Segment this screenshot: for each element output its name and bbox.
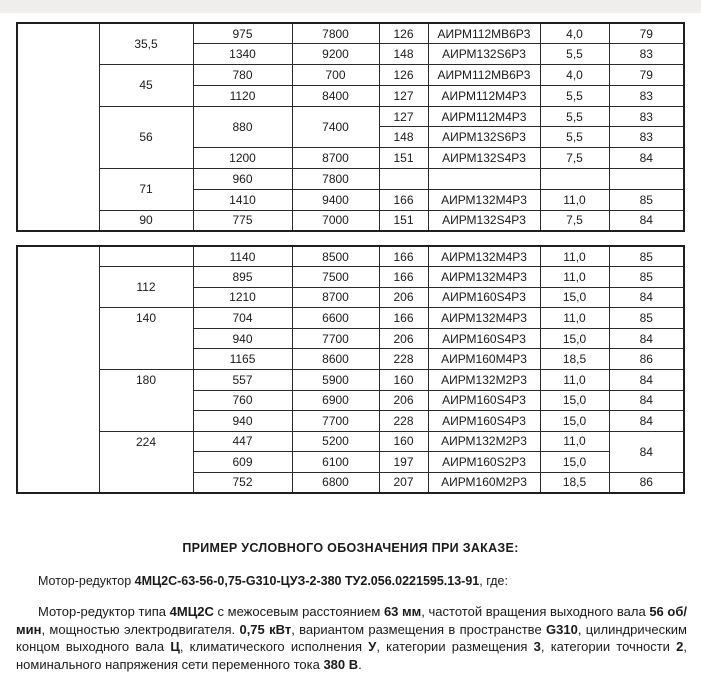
table-cell: 11,0 [540, 246, 609, 267]
gear-ratio-table-lower [16, 245, 685, 494]
description-text-run: , номинального напряжения сети переменного тока [16, 639, 688, 672]
table-cell: 18,5 [540, 349, 609, 370]
table-cell: 880 [193, 106, 292, 148]
table-cell: 7,5 [540, 148, 609, 169]
table-cell: 85 [609, 189, 684, 210]
table-cell: 206 [379, 287, 428, 308]
table-cell [17, 23, 99, 231]
table-cell: 84 [609, 369, 684, 390]
table-cell: АИРМ160S4Р3 [428, 390, 540, 411]
description-text-run: , цилиндрическим концом выходного вала [16, 621, 687, 654]
table-cell: 5,5 [540, 44, 609, 65]
table-cell: АИРМ112М4Р3 [428, 85, 540, 106]
table-cell: 86 [609, 349, 684, 370]
table-cell: 1120 [193, 85, 292, 106]
table-cell: 6900 [292, 390, 379, 411]
table-cell: 84 [609, 287, 684, 308]
table-row [17, 267, 684, 288]
table-cell: 15,0 [540, 390, 609, 411]
table-cell: 1210 [193, 287, 292, 308]
table-cell: 151 [379, 148, 428, 169]
table-row [17, 246, 684, 267]
table-cell: 447 [193, 431, 292, 452]
description-text-run: , вариантом размещения в пространстве [291, 621, 547, 637]
table-cell: 8400 [292, 85, 379, 106]
designation-line [16, 574, 687, 588]
table-cell [609, 169, 684, 190]
table-cell: 940 [193, 328, 292, 349]
table-cell: 148 [379, 127, 428, 148]
table-cell: 7700 [292, 328, 379, 349]
table-row [17, 308, 684, 329]
table-cell: 7800 [292, 169, 379, 190]
table-cell: АИРМ112М4Р3 [428, 106, 540, 127]
table-cell: 6100 [292, 452, 379, 473]
table-cell: 8600 [292, 349, 379, 370]
table-cell: АИРМ160S4Р3 [428, 287, 540, 308]
table-cell: 15,0 [540, 287, 609, 308]
table-cell [17, 246, 99, 493]
table-cell: 6600 [292, 308, 379, 329]
description-text-run: , климатического исполнения [179, 639, 369, 654]
table-cell: 166 [379, 246, 428, 267]
table-cell: 45 [99, 65, 193, 107]
description-bold-run: 4МЦ2С [169, 604, 214, 619]
table-cell: 8700 [292, 148, 379, 169]
designation-text-run: Мотор-редуктор [38, 574, 135, 588]
table-cell: АИРМ132М4Р3 [428, 189, 540, 210]
table-cell: 15,0 [540, 411, 609, 432]
table-cell: 7800 [292, 23, 379, 44]
table-cell: 1340 [193, 44, 292, 65]
table-row [17, 210, 684, 231]
description-text-run: с межосевым расстоянием [213, 604, 384, 619]
table-cell: АИРМ132S6Р3 [428, 44, 540, 65]
table-cell: 775 [193, 210, 292, 231]
table-cell: 1200 [193, 148, 292, 169]
table-cell: 83 [609, 106, 684, 127]
table-cell: АИРМ132М4Р3 [428, 267, 540, 288]
table-cell: АИРМ160М4Р3 [428, 349, 540, 370]
table-cell: 85 [609, 308, 684, 329]
table-cell: 5900 [292, 369, 379, 390]
table-cell [428, 169, 540, 190]
description-bold-run: 0,75 кВт [239, 621, 292, 637]
table-cell: АИРМ132М2Р3 [428, 369, 540, 390]
table-cell: 148 [379, 44, 428, 65]
table-cell: 9200 [292, 44, 379, 65]
table-cell: 84 [609, 210, 684, 231]
table-cell: 207 [379, 472, 428, 493]
table-cell: 160 [379, 431, 428, 452]
designation-description-paragraph [16, 603, 687, 673]
table-cell: 160 [379, 369, 428, 390]
table-cell: 6800 [292, 472, 379, 493]
table-cell: 127 [379, 85, 428, 106]
table-cell: АИРМ132М4Р3 [428, 246, 540, 267]
table-cell: 5200 [292, 431, 379, 452]
table-cell: 5,5 [540, 85, 609, 106]
table-cell: 7400 [292, 106, 379, 148]
table-cell: АИРМ160S4Р3 [428, 328, 540, 349]
table-cell: 85 [609, 267, 684, 288]
table-cell: 15,0 [540, 452, 609, 473]
table-cell: 83 [609, 85, 684, 106]
table-cell: 90 [99, 210, 193, 231]
designation-text-run: , где: [479, 574, 508, 588]
table-cell: 7500 [292, 267, 379, 288]
order-example-heading: ПРИМЕР УСЛОВНОГО ОБОЗНАЧЕНИЯ ПРИ ЗАКАЗЕ: [182, 541, 519, 555]
table-cell [99, 246, 193, 267]
description-text-run: Мотор-редуктор типа [38, 604, 170, 619]
table-cell: 56 [99, 106, 193, 168]
table-cell: 975 [193, 23, 292, 44]
table-cell: АИРМ160S4Р3 [428, 411, 540, 432]
table-row [17, 369, 684, 390]
table-cell: 228 [379, 349, 428, 370]
table-cell: 126 [379, 23, 428, 44]
table-cell: 79 [609, 65, 684, 86]
table-cell: 228 [379, 411, 428, 432]
table-cell: 557 [193, 369, 292, 390]
table-cell: 166 [379, 267, 428, 288]
table-cell: 71 [99, 169, 193, 211]
designation-bold-run: 4МЦ2С-63-56-0,75-G310-ЦУЗ-2-380 ТУ2.056.0221595.13-91 [134, 574, 480, 588]
table-cell: 700 [292, 65, 379, 86]
table-cell: 85 [609, 246, 684, 267]
table-cell: АИРМ112МВ6Р3 [428, 65, 540, 86]
description-bold-run: 380 В [323, 656, 359, 672]
table-cell: АИРМ160S2Р3 [428, 452, 540, 473]
gear-ratio-table-upper [16, 22, 685, 232]
table-cell: 79 [609, 23, 684, 44]
table-cell: 112 [99, 267, 193, 308]
table-cell: 84 [609, 411, 684, 432]
table-cell: 86 [609, 472, 684, 493]
scan-top-band [0, 0, 701, 13]
table-row [17, 23, 684, 44]
table-cell: АИРМ132S4Р3 [428, 210, 540, 231]
table-cell: 7700 [292, 411, 379, 432]
table-cell: 960 [193, 169, 292, 190]
table-cell: 180 [99, 369, 193, 431]
description-text-run: , частотой вращения выходного вала [421, 604, 650, 619]
table-cell: 895 [193, 267, 292, 288]
table-cell: 609 [193, 452, 292, 473]
table-cell: 8700 [292, 287, 379, 308]
table-cell: 140 [99, 308, 193, 370]
description-text-run: . [358, 656, 362, 672]
table-cell: АИРМ132S4Р3 [428, 148, 540, 169]
table-cell [379, 169, 428, 190]
table-row [17, 65, 684, 86]
table-cell: АИРМ160М2Р3 [428, 472, 540, 493]
table-cell: 1410 [193, 189, 292, 210]
description-text-run: , категории точности [540, 639, 677, 654]
table-cell: 206 [379, 328, 428, 349]
table-cell: 752 [193, 472, 292, 493]
description-bold-run: У [368, 639, 377, 654]
table-cell: АИРМ112МВ6Р3 [428, 23, 540, 44]
description-text-run: , категории размещения [376, 639, 534, 654]
table-cell: 83 [609, 44, 684, 65]
table-cell: 7,5 [540, 210, 609, 231]
description-bold-run: 63 мм [383, 604, 422, 619]
table-cell: 940 [193, 411, 292, 432]
table-cell: 197 [379, 452, 428, 473]
description-bold-run: 2 [676, 639, 684, 654]
table-cell: 224 [99, 431, 193, 493]
table-cell: 1140 [193, 246, 292, 267]
table-cell: 780 [193, 65, 292, 86]
table-cell: АИРМ132М4Р3 [428, 308, 540, 329]
table-cell: 11,0 [540, 267, 609, 288]
table-cell: 84 [609, 431, 684, 472]
table-cell: АИРМ132S6Р3 [428, 127, 540, 148]
description-bold-run: Ц [170, 639, 180, 654]
table-cell: 84 [609, 328, 684, 349]
table-cell: 83 [609, 127, 684, 148]
table-cell: 206 [379, 390, 428, 411]
table-cell: 35,5 [99, 23, 193, 65]
description-bold-run: 56 об/мин [16, 604, 688, 637]
table-cell: 166 [379, 189, 428, 210]
table-cell: 4,0 [540, 23, 609, 44]
table-cell: 15,0 [540, 328, 609, 349]
table-cell: 18,5 [540, 472, 609, 493]
table-cell [540, 169, 609, 190]
table-cell: 704 [193, 308, 292, 329]
table-cell: 11,0 [540, 189, 609, 210]
table-cell: 760 [193, 390, 292, 411]
table-cell: 11,0 [540, 431, 609, 452]
table-row [17, 169, 684, 190]
table-cell: 84 [609, 148, 684, 169]
description-text-run: , мощностью электродвигателя. [41, 621, 240, 637]
table-cell: 7000 [292, 210, 379, 231]
table-cell: 9400 [292, 189, 379, 210]
table-cell: 11,0 [540, 369, 609, 390]
table-cell: 8500 [292, 246, 379, 267]
table-cell: 151 [379, 210, 428, 231]
table-cell: 5,5 [540, 106, 609, 127]
table-cell: 84 [609, 390, 684, 411]
table-cell: 11,0 [540, 308, 609, 329]
table-cell: АИРМ132М2Р3 [428, 431, 540, 452]
table-row [17, 106, 684, 127]
description-bold-run: 3 [533, 639, 541, 654]
table-cell: 5,5 [540, 127, 609, 148]
table-cell: 127 [379, 106, 428, 127]
table-cell: 4,0 [540, 65, 609, 86]
table-cell: 1165 [193, 349, 292, 370]
table-cell: 126 [379, 65, 428, 86]
table-row [17, 431, 684, 452]
description-bold-run: G310 [546, 621, 578, 637]
table-cell: 166 [379, 308, 428, 329]
